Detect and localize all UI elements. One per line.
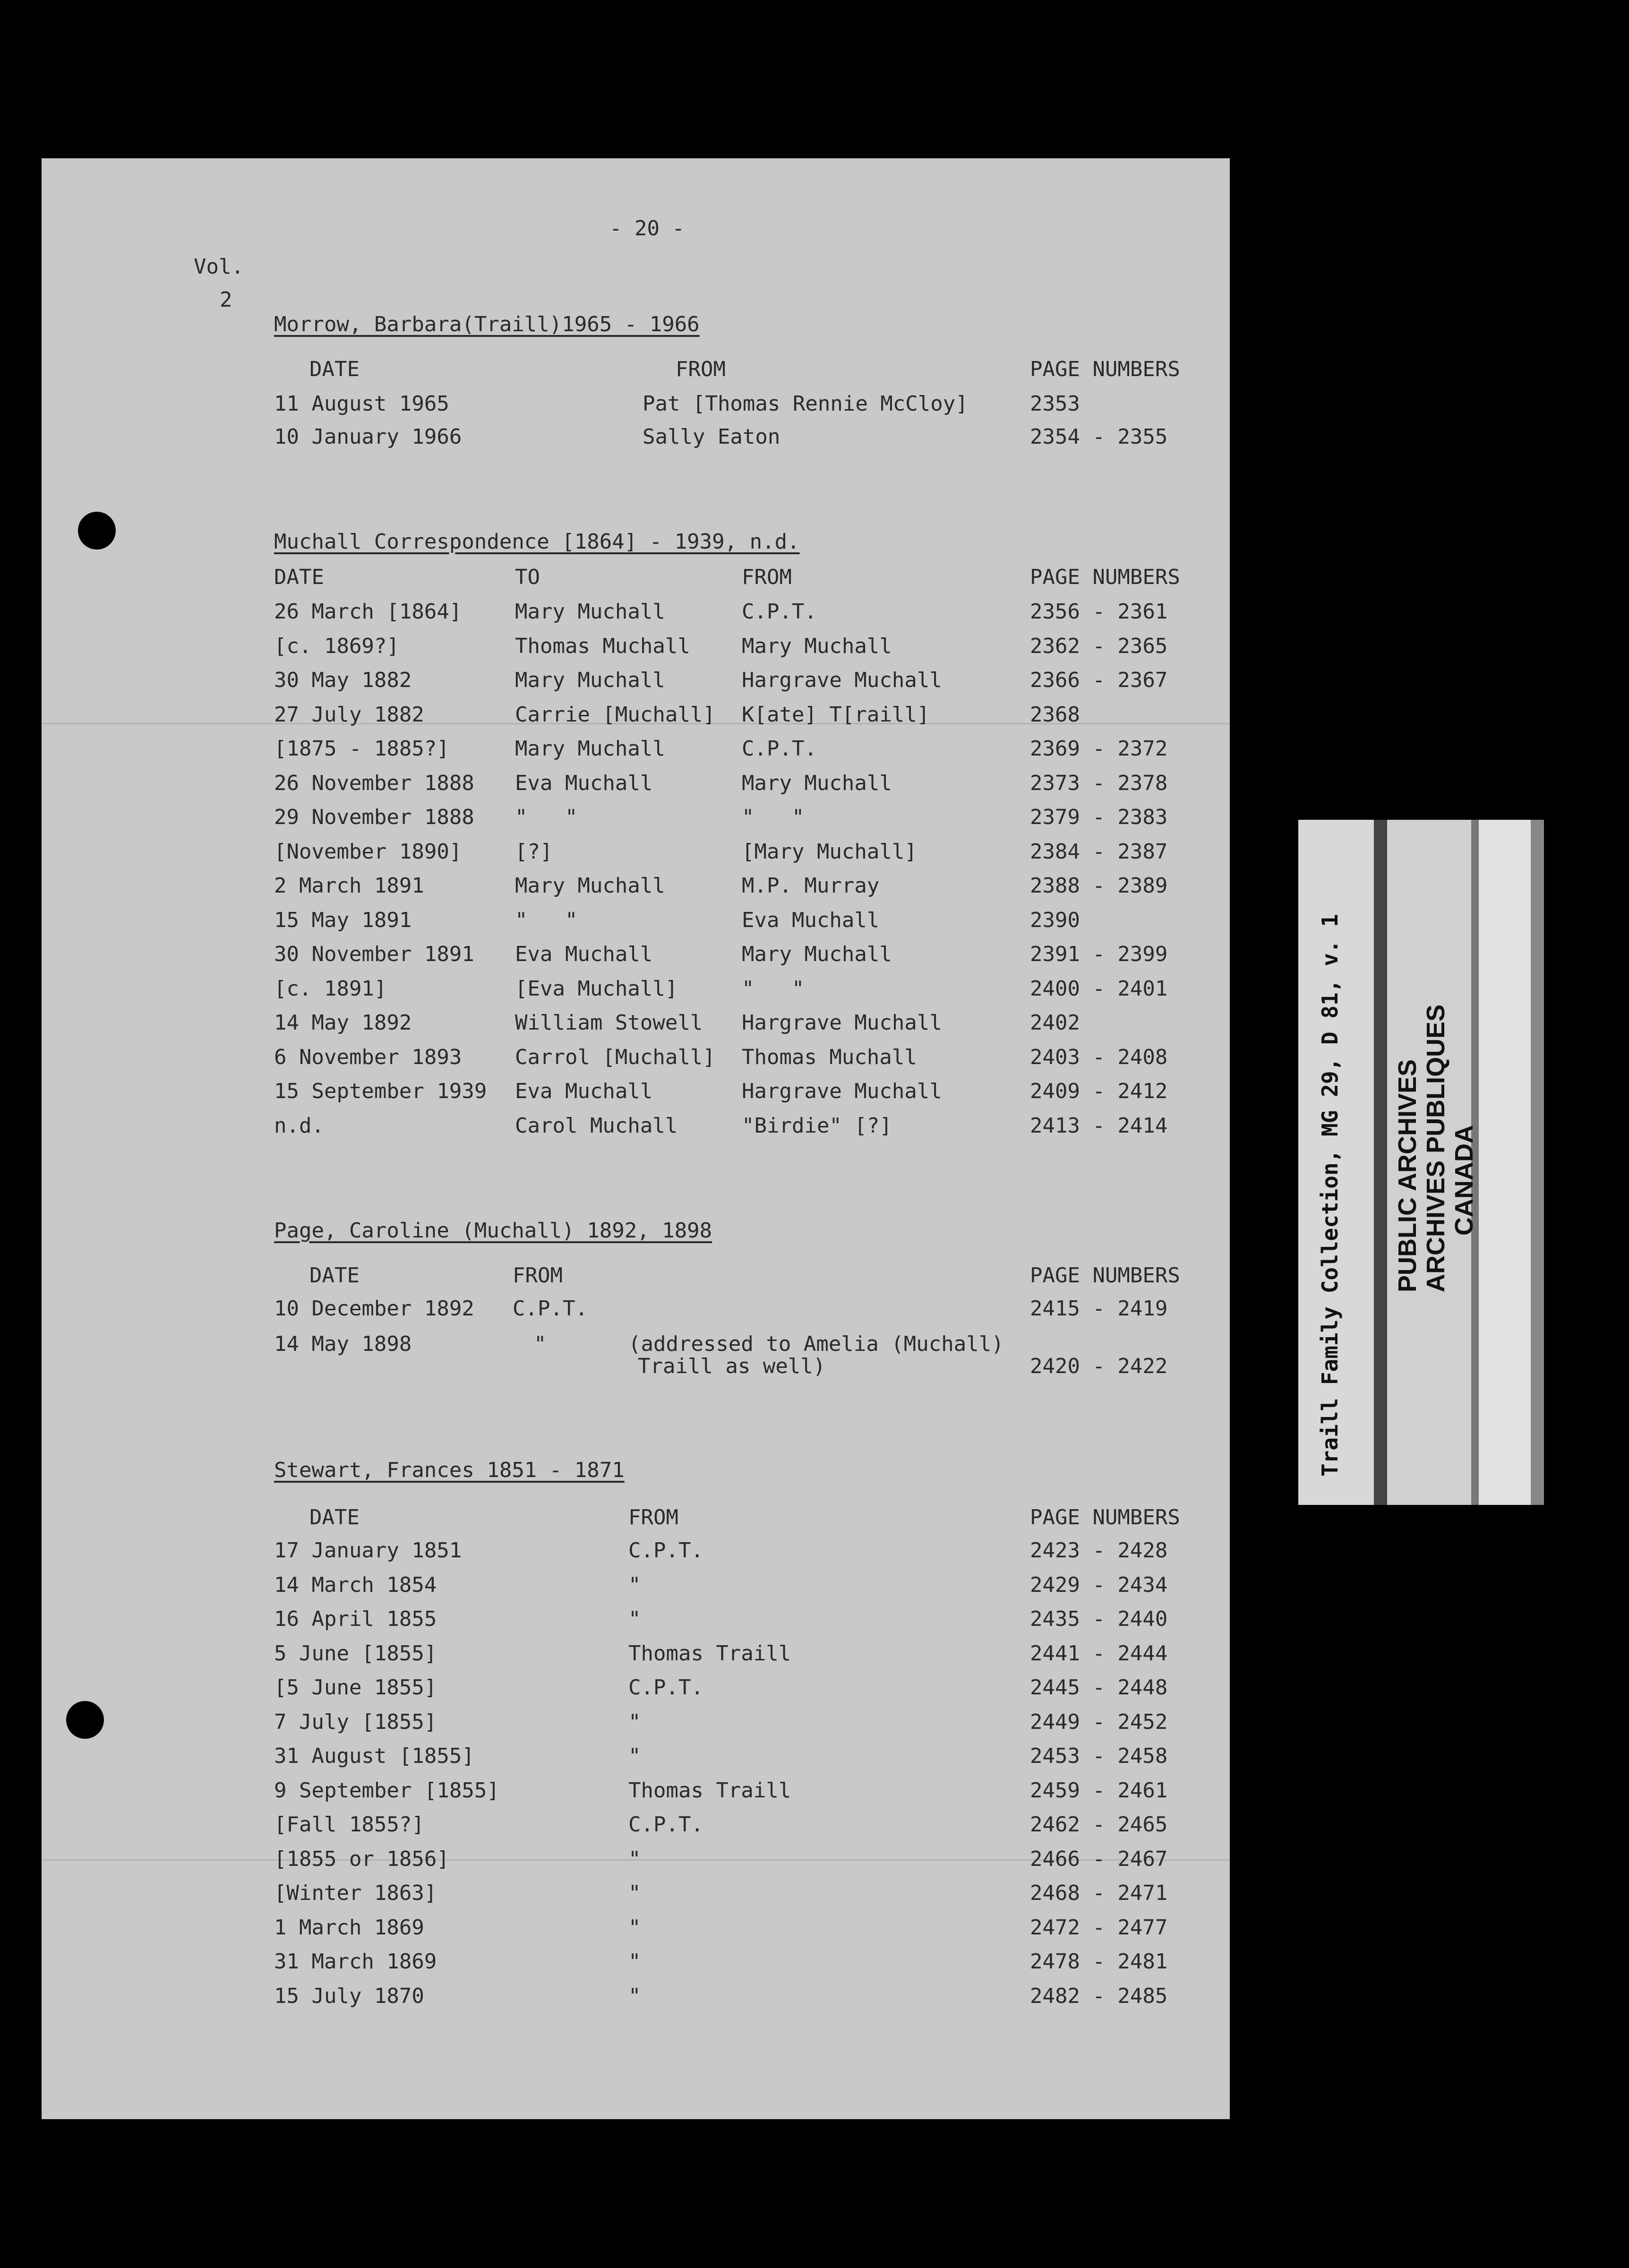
entry-date: 15 July 1870 (274, 1984, 424, 2008)
col-header-from: FROM (676, 357, 726, 381)
entry-date: [c. 1869?] (274, 634, 399, 658)
entry-to: [?] (515, 839, 553, 864)
section-title-muchall: Muchall Correspondence [1864] - 1939, n.d. (274, 530, 800, 554)
section-title-morrow: Morrow, Barbara(Traill)1965 - 1966 (274, 312, 700, 336)
entry-pages: 2462 - 2465 (1030, 1813, 1168, 1837)
entry-pages: 2429 - 2434 (1030, 1572, 1168, 1597)
entry-to: Carol Muchall (515, 1113, 678, 1138)
entry-date: 17 January 1851 (274, 1538, 462, 1563)
col-header-date: DATE (309, 1263, 360, 1288)
entry-date: [Winter 1863] (274, 1881, 437, 1905)
entry-pages: 2353 (1030, 392, 1080, 416)
entry-date: 10 January 1966 (274, 425, 462, 449)
entry-date: [1855 or 1856] (274, 1847, 449, 1871)
entry-from: "Birdie" [?] (742, 1113, 892, 1138)
entry-date: n.d. (274, 1113, 324, 1138)
entry-pages: 2400 - 2401 (1030, 976, 1168, 1001)
entry-date: 30 May 1882 (274, 668, 412, 692)
punch-hole (78, 512, 116, 550)
col-header-pages: PAGE NUMBERS (1030, 565, 1180, 589)
section-title-stewart: Stewart, Frances 1851 - 1871 (274, 1458, 625, 1482)
entry-to: Carrie [Muchall] (515, 702, 715, 727)
entry-pages: 2362 - 2365 (1030, 634, 1168, 658)
entry-date: 10 December 1892 (274, 1297, 474, 1321)
entry-from: " (628, 1710, 641, 1734)
entry-date: [Fall 1855?] (274, 1813, 424, 1837)
entry-pages: 2402 (1030, 1011, 1080, 1035)
entry-from: " " (742, 805, 805, 829)
entry-date: 31 March 1869 (274, 1950, 437, 1974)
entry-date: 26 March [1864] (274, 600, 462, 624)
entry-pages: 2379 - 2383 (1030, 805, 1168, 829)
col-header-from: FROM (742, 565, 792, 589)
entry-pages: 2409 - 2412 (1030, 1079, 1168, 1103)
entry-date: 14 March 1854 (274, 1572, 437, 1597)
entry-pages: 2482 - 2485 (1030, 1984, 1168, 2008)
entry-from: Sally Eaton (643, 425, 780, 449)
entry-to: Mary Muchall (515, 600, 665, 624)
entry-date: 15 May 1891 (274, 908, 412, 932)
entry-from: " (628, 1744, 641, 1768)
entry-date: 2 March 1891 (274, 874, 424, 898)
entry-pages: 2366 - 2367 (1030, 668, 1168, 692)
entry-pages: 2413 - 2414 (1030, 1113, 1168, 1138)
entry-date: 14 May 1898 (274, 1332, 412, 1356)
entry-date: 30 November 1891 (274, 942, 474, 966)
entry-to: Mary Muchall (515, 668, 665, 692)
entry-pages: 2468 - 2471 (1030, 1881, 1168, 1905)
entry-date: 15 September 1939 (274, 1079, 487, 1103)
entry-from: M.P. Murray (742, 874, 880, 898)
entry-date: 26 November 1888 (274, 771, 474, 795)
entry-from: Hargrave Muchall (742, 668, 942, 692)
col-header-pages: PAGE NUMBERS (1030, 1263, 1180, 1288)
entry-to: Mary Muchall (515, 874, 665, 898)
entry-from: Pat [Thomas Rennie McCloy] (643, 392, 968, 416)
entry-pages: 2423 - 2428 (1030, 1538, 1168, 1563)
entry-from: " (628, 1915, 641, 1940)
entry-pages: 2384 - 2387 (1030, 839, 1168, 864)
section-title-page-caroline: Page, Caroline (Muchall) 1892, 1898 (274, 1219, 712, 1243)
entry-to: Eva Muchall (515, 1079, 653, 1103)
entry-from: C.P.T. (513, 1297, 588, 1321)
punch-hole (66, 1701, 104, 1739)
entry-from: K[ate] T[raill] (742, 702, 930, 727)
entry-date: 5 June [1855] (274, 1641, 437, 1666)
entry-to: [Eva Muchall] (515, 976, 678, 1001)
entry-to: " " (515, 908, 578, 932)
entry-pages: 2441 - 2444 (1030, 1641, 1168, 1666)
entry-note: Traill as well) (638, 1354, 826, 1378)
entry-date: 6 November 1893 (274, 1045, 462, 1069)
entry-to: " " (515, 805, 578, 829)
entry-date: [c. 1891] (274, 976, 387, 1001)
entry-date: [November 1890] (274, 839, 462, 864)
entry-pages: 2356 - 2361 (1030, 600, 1168, 624)
col-header-pages: PAGE NUMBERS (1030, 1505, 1180, 1529)
entry-note: (addressed to Amelia (Muchall) (628, 1332, 1004, 1356)
entry-to: Eva Muchall (515, 771, 653, 795)
col-header-from: FROM (628, 1505, 678, 1529)
entry-from: [Mary Muchall] (742, 839, 917, 864)
entry-to: William Stowell (515, 1011, 703, 1035)
entry-date: 1 March 1869 (274, 1915, 424, 1940)
entry-date: 27 July 1882 (274, 702, 424, 727)
entry-date: 11 August 1965 (274, 392, 449, 416)
vol-label: Vol. (194, 255, 244, 279)
entry-date: 14 May 1892 (274, 1011, 412, 1035)
entry-from: " (534, 1332, 547, 1356)
entry-pages: 2472 - 2477 (1030, 1915, 1168, 1940)
vol-number: 2 (220, 288, 232, 312)
entry-date: [1875 - 1885?] (274, 737, 449, 761)
entry-pages: 2373 - 2378 (1030, 771, 1168, 795)
entry-to: Thomas Muchall (515, 634, 690, 658)
entry-from: Mary Muchall (742, 771, 892, 795)
entry-to: Eva Muchall (515, 942, 653, 966)
entry-pages: 2478 - 2481 (1030, 1950, 1168, 1974)
entry-pages: 2415 - 2419 (1030, 1297, 1168, 1321)
entry-to: Mary Muchall (515, 737, 665, 761)
entry-date: 31 August [1855] (274, 1744, 474, 1768)
col-header-to: TO (515, 565, 540, 589)
entry-pages: 2369 - 2372 (1030, 737, 1168, 761)
archive-name-fr: ARCHIVES PUBLIQUES (1422, 1004, 1450, 1292)
entry-from: Thomas Traill (628, 1641, 791, 1666)
entry-to: Carrol [Muchall] (515, 1045, 715, 1069)
entry-pages: 2420 - 2422 (1030, 1354, 1168, 1378)
spine-label (1298, 820, 1544, 1505)
entry-pages: 2453 - 2458 (1030, 1744, 1168, 1768)
entry-from: C.P.T. (628, 1538, 703, 1563)
entry-from: C.P.T. (742, 600, 817, 624)
entry-pages: 2388 - 2389 (1030, 874, 1168, 898)
entry-date: [5 June 1855] (274, 1675, 437, 1700)
entry-from: Hargrave Muchall (742, 1079, 942, 1103)
entry-date: 16 April 1855 (274, 1607, 437, 1631)
entry-date: 7 July [1855] (274, 1710, 437, 1734)
entry-from: Mary Muchall (742, 942, 892, 966)
archive-country: CANADA (1450, 1125, 1478, 1236)
entry-pages: 2466 - 2467 (1030, 1847, 1168, 1871)
entry-from: " (628, 1950, 641, 1974)
entry-date: 29 November 1888 (274, 805, 474, 829)
entry-from: Eva Muchall (742, 908, 880, 932)
entry-pages: 2449 - 2452 (1030, 1710, 1168, 1734)
entry-pages: 2403 - 2408 (1030, 1045, 1168, 1069)
archive-name-en: PUBLIC ARCHIVES (1393, 1059, 1422, 1292)
entry-from: " (628, 1881, 641, 1905)
col-header-from: FROM (513, 1263, 563, 1288)
entry-from: Mary Muchall (742, 634, 892, 658)
entry-from: C.P.T. (742, 737, 817, 761)
entry-from: Thomas Traill (628, 1778, 791, 1803)
col-header-date: DATE (309, 357, 360, 381)
entry-pages: 2354 - 2355 (1030, 425, 1168, 449)
entry-from: " (628, 1572, 641, 1597)
entry-from: " (628, 1607, 641, 1631)
col-header-date: DATE (274, 565, 324, 589)
entry-from: " " (742, 976, 805, 1001)
entry-from: " (628, 1847, 641, 1871)
entry-from: " (628, 1984, 641, 2008)
collection-label: Traill Family Collection, MG 29, D 81, v. 1 (1317, 914, 1343, 1477)
entry-from: Thomas Muchall (742, 1045, 917, 1069)
entry-from: Hargrave Muchall (742, 1011, 942, 1035)
entry-pages: 2445 - 2448 (1030, 1675, 1168, 1700)
entry-from: C.P.T. (628, 1675, 703, 1700)
entry-pages: 2390 (1030, 908, 1080, 932)
entry-pages: 2459 - 2461 (1030, 1778, 1168, 1803)
entry-date: 9 September [1855] (274, 1778, 499, 1803)
col-header-pages: PAGE NUMBERS (1030, 357, 1180, 381)
entry-pages: 2435 - 2440 (1030, 1607, 1168, 1631)
page-number: - 20 - (609, 216, 685, 241)
entry-pages: 2391 - 2399 (1030, 942, 1168, 966)
entry-from: C.P.T. (628, 1813, 703, 1837)
col-header-date: DATE (309, 1505, 360, 1529)
entry-pages: 2368 (1030, 702, 1080, 727)
